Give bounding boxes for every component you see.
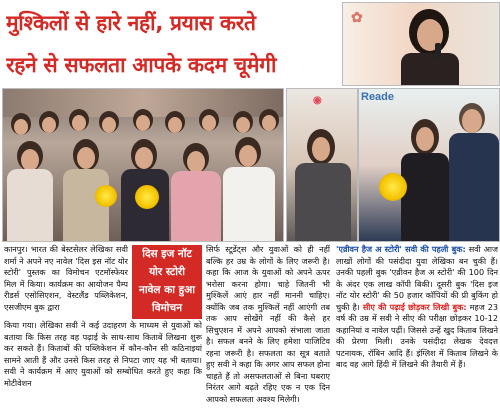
subheading-line-3: नावेल का हुआ [139, 284, 195, 296]
headline [6, 2, 338, 86]
headline-line-2: रहने से सफलता आपके कदम चूमेगी [6, 53, 277, 77]
section-heading-first-book: 'एव्रीवन हैज अ स्टोरी' सवी की पहली बुक: [336, 244, 466, 254]
headline-line-1: मुश्किलों से हारे नहीं, प्रयास करते [6, 11, 256, 35]
section-text-first-book: सवी आज लाखों लोगों की पसंदीदा युवा लेखिका बन चुकी हैं। उनकी पहली बुक 'एव्रीवन हैज अ स्टोरी' की 100 दिन के अंदर एक लाख कॉपी बिकी। दूसरी बुक 'दिस इज नॉट योर स्टोरी' की 50 हजार कॉपियों की प्री बुकिंग हो चुकी है। [336, 244, 498, 312]
subheading-line-1: दिस इज नॉट [142, 248, 192, 260]
photo-author-signing: ◉ [286, 88, 358, 242]
section-text-ca-study: महज 23 वर्ष की उम्र में सवी ने सीए की परीक्षा छोड़कर 10-12 कहानियां व नावेल पढ़ीं। जिससे उन्हें खुद किताब लिखने की प्रेरणा मिली। उनके पसंदीदा लेखक देवदत्त पटनायक, रॉबिन आदि हैं। इंग्लिश में किताब लिखने के बाद वह आगे हिंदी में लिखने की तैयारी में हैं। [336, 301, 498, 369]
subheading-box [132, 245, 202, 319]
article-column-3 [336, 244, 498, 416]
subheading-line-2: योर स्टोरी [149, 266, 185, 278]
photo-crowd [2, 88, 284, 242]
article-column-1-top: कानपुर। भारत की बेस्टसेलर लेखिका सवी शर्मा ने अपने नए नावेल 'दिस इस नॉट योर स्टोरी' पुस्तक का विमोचन एटमॉस्फेयर मिल में किया। कार्यक्रम का आयोजन पैम्प रीडर्स एसोसिएशन, वेस्टलैंड पब्लिकेशन, एसजीएम बुक द्वारा [4, 244, 128, 312]
article-column-1-bottom: किया गया। लेखिका सवी ने कई उदाहरण के माध्यम से युवाओं को बताया कि किस तरह वह पढ़ाई के साथ-साथ किताबें लिखना शुरू कर सकते हैं। किताबों की पब्लिकेशन में कौन-कौन सी कठिनाइयां सामने आती हैं और उनसे किस तरह से निपटा जाए यह भी बताया। सवी ने कार्यक्रम में आए युवाओं को सम्बोधित करते हुए कहा कि मोटीवेशन [4, 320, 202, 388]
banner-reade-text: Reade [361, 91, 395, 103]
photo-speaker: ✿ [342, 2, 500, 86]
photo-book-launch [358, 88, 500, 242]
subheading-line-4: विमोचन [151, 302, 183, 314]
section-heading-ca-study: सीए की पढ़ाई छोड़कर लिखी बुक: [362, 301, 467, 312]
article-column-2: सिर्फ स्टूडेंट्स और युवाओं को ही नहीं बल्कि हर उम्र के लोगों के लिए जरूरी है। कहा कि आज के युवाओं को अपने ऊपर भरोसा करना होगा। चाहे जितनी भी मुश्किलें आएं हार नहीं माननी चाहिए। क्योंकि जब तक मुश्किलें नहीं आएंगी तब तक आप सोखेंगे नहीं की कैसे हर सिचुएशन में अपने आपको संभाला जाता है। सफल बनने के लिए हमेशा पाजिटिव रहना जरूरी है। सफलता का सूत्र बताते हुए सवी ने कहा कि अगर आप सफल होना चाहते हैं तो असफलताओं से बिना घबराए निरंतर आगे बढ़ते रहिए एक न एक दिन आपको सफलता अवश्य मिलेगी। [206, 244, 330, 404]
